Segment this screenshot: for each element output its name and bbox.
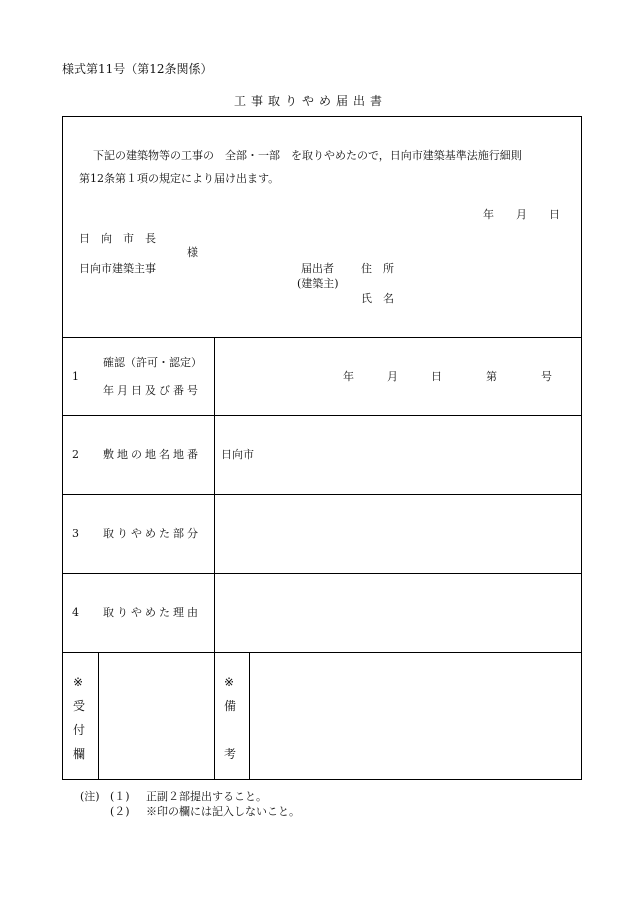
- note-1-text: 正副２部提出すること。: [146, 790, 267, 803]
- receipt-mark: ※: [73, 675, 84, 689]
- filer-sub-label: (建築主): [297, 277, 339, 290]
- row-divider: [63, 573, 581, 574]
- form-number: 様式第11号（第12条関係）: [62, 62, 213, 76]
- note-1-number: (１): [110, 790, 130, 803]
- form-title: 工事取りやめ届出書: [234, 94, 388, 108]
- row-divider: [63, 494, 581, 495]
- note-2-text: ※印の欄には記入しないこと。: [146, 805, 300, 818]
- filer-label: 届出者: [301, 262, 334, 275]
- row-1-label-line-2: 年月日及び番号: [103, 384, 201, 397]
- row-1-number: 1: [72, 370, 79, 383]
- notice-line-2: 第12条第１項の規定により届け出ます。: [79, 172, 280, 185]
- address-label: 住 所: [361, 262, 394, 275]
- addressee-mayor: 日 向 市 長: [79, 232, 156, 245]
- note-2-number: (２): [110, 805, 130, 818]
- receipt-char: 欄: [73, 747, 86, 761]
- row-1-label-line-1: 確認（許可・認定）: [103, 356, 202, 369]
- receipt-char: 付: [73, 723, 86, 737]
- addressee-honorific: 様: [187, 246, 198, 259]
- row-2-value[interactable]: 日向市: [221, 448, 254, 461]
- row-2-label: 敷地の地名地番: [103, 448, 201, 461]
- name-label: 氏 名: [361, 292, 394, 305]
- row-1-date-number: 年 月 日 第 号: [343, 370, 552, 383]
- row-4-number: 4: [72, 606, 79, 619]
- receipt-char: 受: [73, 699, 86, 713]
- remarks-char: 考: [224, 747, 237, 761]
- form-sheet: [62, 116, 582, 780]
- submission-date: 年 月 日: [483, 208, 560, 221]
- row-4-label: 取りやめた理由: [103, 606, 201, 619]
- addressee-building-official: 日向市建築主事: [79, 262, 156, 275]
- row-3-number: 3: [72, 527, 79, 540]
- row-2-number: 2: [72, 448, 79, 461]
- remarks-char: 備: [224, 699, 237, 713]
- notice-line-1: 下記の建築物等の工事の 全部・一部 を取りやめたので，日向市建築基準法施行細則: [93, 149, 522, 162]
- remarks-area[interactable]: [250, 653, 580, 779]
- remarks-mark: ※: [224, 675, 235, 689]
- notes-prefix: (注): [80, 790, 100, 803]
- row-divider: [63, 415, 581, 416]
- row-divider: [63, 337, 581, 338]
- row-3-label: 取りやめた部分: [103, 527, 201, 540]
